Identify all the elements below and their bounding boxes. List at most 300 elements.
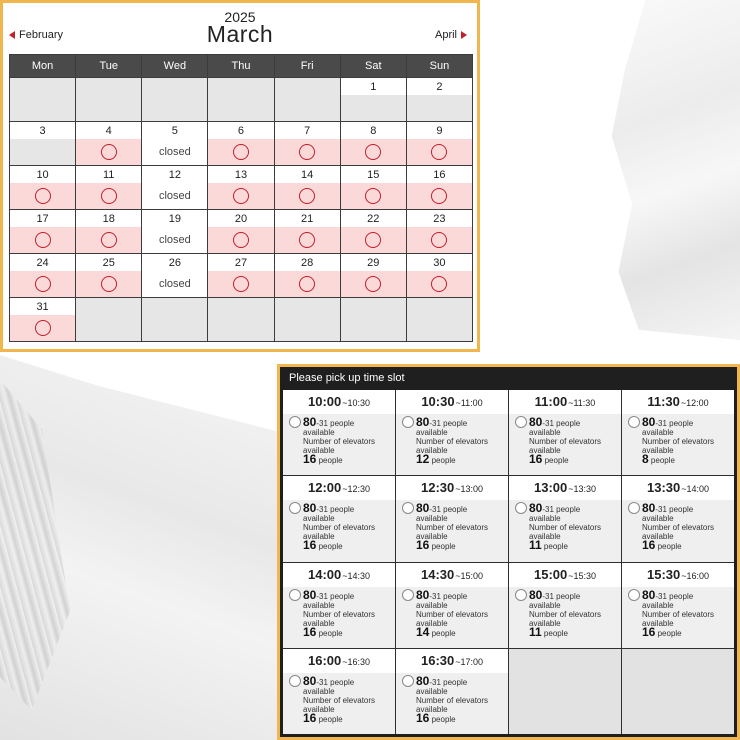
available-circle-icon xyxy=(35,276,51,292)
calendar-day-cell[interactable] xyxy=(407,166,472,209)
slot-people-label: people xyxy=(543,628,568,638)
calendar-day-cell[interactable] xyxy=(341,254,406,297)
slot-start-time: 11:30 xyxy=(647,394,680,409)
timeslot-card[interactable] xyxy=(396,563,508,648)
slot-start-time: 10:30 xyxy=(421,394,455,409)
timeslot-title xyxy=(396,390,508,414)
slot-available-label-2: available xyxy=(303,618,335,628)
slot-end-time: ~14:30 xyxy=(342,570,371,581)
day-number: 24 xyxy=(36,257,49,269)
timeslot-title xyxy=(622,390,734,414)
timeslot-title xyxy=(509,476,621,500)
slot-capacity: 80 xyxy=(416,501,430,516)
slot-available-label-2: available xyxy=(642,618,674,628)
available-circle-icon xyxy=(431,276,447,292)
timeslot-radio[interactable] xyxy=(289,416,301,428)
slot-elevators-label: Number of elevators xyxy=(416,437,489,446)
calendar-day-cell[interactable] xyxy=(10,254,75,297)
slot-elevators-label: Number of elevators xyxy=(303,437,376,446)
slot-elevator-count: 16 xyxy=(642,624,656,639)
timeslot-details xyxy=(283,673,395,724)
calendar-grid xyxy=(9,54,473,342)
timeslot-radio[interactable] xyxy=(289,502,301,514)
available-circle-icon xyxy=(299,144,315,160)
slot-available-label-2: available xyxy=(303,532,335,542)
slot-elevators-label: Number of elevators xyxy=(416,609,489,619)
availability-indicator[interactable] xyxy=(275,139,340,165)
slot-capacity-suffix: -31 people xyxy=(316,505,355,515)
arrow-left-icon xyxy=(9,31,15,39)
closed-label: closed xyxy=(142,139,207,165)
slot-people-label: people xyxy=(318,542,343,552)
available-circle-icon xyxy=(299,276,315,292)
slot-available-label: available xyxy=(642,514,674,524)
available-circle-icon xyxy=(233,276,249,292)
slot-people-label: people xyxy=(318,714,343,724)
slot-people-label: people xyxy=(544,456,569,465)
availability-indicator[interactable] xyxy=(76,139,141,165)
slot-available-label: available xyxy=(416,600,448,610)
slot-available-label: available xyxy=(529,514,561,524)
slot-elevators-label: Number of elevators xyxy=(416,523,489,533)
no-status xyxy=(10,139,75,165)
slot-people-label: people xyxy=(543,542,568,552)
slot-capacity: 80 xyxy=(303,501,317,516)
timeslot-title xyxy=(622,476,734,500)
timeslot-card[interactable] xyxy=(509,563,621,648)
timeslot-details xyxy=(396,500,508,551)
availability-indicator[interactable] xyxy=(208,271,273,297)
timeslot-title xyxy=(622,563,734,587)
available-circle-icon xyxy=(101,232,117,248)
day-number: 14 xyxy=(301,169,314,181)
day-number: 18 xyxy=(102,213,115,225)
timeslot-radio[interactable] xyxy=(515,416,527,428)
day-number: 22 xyxy=(367,213,380,225)
timeslot-radio[interactable] xyxy=(628,502,640,514)
calendar-day-cell[interactable] xyxy=(10,298,75,341)
day-number: 11 xyxy=(103,169,115,181)
slot-available-label: available xyxy=(529,600,561,610)
slot-people-label: people xyxy=(318,628,343,638)
slot-available-label-2: available xyxy=(303,704,335,714)
timeslot-empty-cell xyxy=(509,649,621,734)
slot-end-time: ~12:30 xyxy=(342,484,371,495)
calendar-day-cell[interactable] xyxy=(10,166,75,209)
calendar-empty-cell xyxy=(208,298,273,341)
slot-end-time: ~15:30 xyxy=(568,570,597,581)
availability-indicator[interactable] xyxy=(208,139,273,165)
timeslot-title xyxy=(283,563,395,587)
slot-available-label: available xyxy=(416,686,448,696)
slot-start-time: 11:00 xyxy=(534,394,568,409)
slot-start-time: 14:00 xyxy=(307,566,342,582)
timeslot-card[interactable] xyxy=(509,476,621,561)
day-number: 4 xyxy=(105,125,112,137)
calendar-day-cell[interactable] xyxy=(407,254,472,297)
day-number: 20 xyxy=(234,213,248,225)
closed-label: closed xyxy=(142,227,207,253)
day-number: 26 xyxy=(168,257,181,269)
timeslot-card[interactable] xyxy=(509,390,621,475)
slot-people-label: people xyxy=(431,628,456,638)
timeslot-card[interactable] xyxy=(396,649,508,734)
timeslot-radio[interactable] xyxy=(402,589,414,601)
day-number: 5 xyxy=(171,125,178,137)
calendar-month: March xyxy=(206,21,274,47)
weekday-header: Tue xyxy=(76,55,141,77)
day-number: 3 xyxy=(39,125,46,137)
slot-end-time: ~12:00 xyxy=(680,398,709,408)
weekday-header: Sat xyxy=(341,55,406,77)
slot-elevator-count: 16 xyxy=(416,538,430,553)
timeslot-details xyxy=(509,500,621,551)
slot-end-time: ~11:00 xyxy=(455,398,483,408)
available-circle-icon xyxy=(365,144,381,160)
calendar-day-cell[interactable] xyxy=(341,166,406,209)
slot-end-time: ~16:00 xyxy=(681,570,710,581)
slot-available-label-2: available xyxy=(642,532,674,542)
calendar-day-cell[interactable] xyxy=(407,210,472,253)
slot-start-time: 12:30 xyxy=(420,480,455,496)
slot-available-label-2: available xyxy=(529,618,561,628)
slot-elevator-count: 11 xyxy=(529,624,542,639)
next-month-link[interactable] xyxy=(435,29,467,41)
day-number: 28 xyxy=(301,257,314,269)
calendar-day-cell[interactable] xyxy=(341,210,406,253)
slot-available-label: available xyxy=(303,428,335,437)
slot-elevator-count: 16 xyxy=(529,452,543,466)
day-number: 31 xyxy=(36,301,49,313)
slot-available-label-2: available xyxy=(529,532,561,542)
calendar-day-cell xyxy=(10,122,75,165)
timeslot-radio[interactable] xyxy=(628,589,640,601)
calendar-empty-cell xyxy=(142,78,207,121)
calendar-day-cell[interactable] xyxy=(275,210,340,253)
availability-indicator[interactable] xyxy=(10,271,75,297)
slot-capacity: 80 xyxy=(642,587,656,602)
calendar-day-cell[interactable] xyxy=(275,166,340,209)
calendar-panel xyxy=(0,0,480,352)
slot-end-time: ~13:30 xyxy=(568,484,597,495)
availability-indicator[interactable] xyxy=(407,271,472,297)
timeslot-radio[interactable] xyxy=(289,675,301,687)
slot-capacity: 80 xyxy=(529,587,543,602)
timeslot-details xyxy=(283,587,395,638)
availability-indicator[interactable] xyxy=(407,227,472,253)
day-number: 12 xyxy=(168,169,181,181)
day-number: 2 xyxy=(436,81,443,93)
timeslot-title xyxy=(396,563,508,587)
calendar-day-cell[interactable] xyxy=(76,254,141,297)
slot-people-label: people xyxy=(657,628,682,638)
calendar-empty-cell xyxy=(407,298,472,341)
slot-capacity: 80 xyxy=(416,673,430,688)
slot-elevators-label: Number of elevators xyxy=(642,437,715,446)
slot-elevator-count: 16 xyxy=(303,624,317,639)
timeslot-details xyxy=(622,500,734,551)
timeslot-title xyxy=(509,563,621,587)
calendar-day-cell[interactable] xyxy=(275,122,340,165)
calendar-day-cell xyxy=(142,166,207,209)
slot-capacity-suffix: -31 people xyxy=(429,505,468,515)
slot-capacity-suffix: -31 people xyxy=(316,591,355,601)
timeslot-card[interactable] xyxy=(283,476,395,561)
timeslot-card[interactable] xyxy=(283,649,395,734)
slot-available-label-2: available xyxy=(416,532,448,542)
slot-available-label-2: available xyxy=(416,704,448,714)
slot-available-label: available xyxy=(303,686,335,696)
timeslot-details xyxy=(396,587,508,638)
weekday-header: Mon xyxy=(10,55,75,77)
slot-elevator-count: 11 xyxy=(529,538,542,553)
timeslot-card[interactable] xyxy=(622,476,734,561)
availability-indicator[interactable] xyxy=(407,183,472,209)
day-number: 15 xyxy=(367,169,380,181)
slot-start-time: 13:00 xyxy=(533,480,568,496)
slot-capacity: 80 xyxy=(529,415,543,429)
weekday-header: Fri xyxy=(275,55,340,77)
slot-start-time: 10:00 xyxy=(307,394,342,409)
calendar-day-cell[interactable] xyxy=(407,122,472,165)
timeslot-panel xyxy=(277,364,740,740)
slot-people-label: people xyxy=(318,456,343,465)
timeslot-header: Please pick up time slot xyxy=(289,372,405,384)
timeslot-details xyxy=(396,673,508,724)
slot-elevator-count: 16 xyxy=(303,538,317,553)
weekday-header: Sun xyxy=(407,55,472,77)
slot-elevators-label: Number of elevators xyxy=(416,695,489,705)
slot-capacity-suffix: -31 people xyxy=(655,591,694,601)
slot-elevators-label: Number of elevators xyxy=(303,695,376,705)
slot-elevator-count: 14 xyxy=(416,624,430,639)
slot-elevator-count: 8 xyxy=(642,452,649,466)
slot-start-time: 16:30 xyxy=(420,652,455,668)
day-number: 25 xyxy=(102,257,115,269)
slot-people-label: people xyxy=(431,542,456,552)
timeslot-details xyxy=(396,414,508,465)
availability-indicator[interactable] xyxy=(208,227,273,253)
availability-indicator[interactable] xyxy=(10,227,75,253)
slot-capacity-suffix: -31 people xyxy=(655,419,694,428)
timeslot-card[interactable] xyxy=(396,390,508,475)
prev-month-label: February xyxy=(19,29,64,41)
timeslot-title xyxy=(283,649,395,673)
calendar-day-cell[interactable] xyxy=(76,210,141,253)
availability-indicator[interactable] xyxy=(10,183,75,209)
available-circle-icon xyxy=(101,188,117,204)
availability-indicator[interactable] xyxy=(208,183,273,209)
slot-available-label: available xyxy=(642,600,674,610)
slot-capacity: 80 xyxy=(529,501,543,516)
slot-available-label: available xyxy=(642,428,674,437)
calendar-day-cell[interactable] xyxy=(208,166,273,209)
availability-indicator[interactable] xyxy=(76,227,141,253)
timeslot-title xyxy=(283,476,395,500)
slot-capacity: 80 xyxy=(303,415,317,429)
day-number: 19 xyxy=(168,213,181,225)
calendar-day-cell xyxy=(341,78,406,121)
timeslot-details xyxy=(509,414,621,465)
availability-indicator[interactable] xyxy=(275,271,340,297)
slot-end-time: ~11:30 xyxy=(568,398,596,408)
slot-elevator-count: 16 xyxy=(642,538,656,553)
slot-elevator-count: 16 xyxy=(303,452,317,466)
closed-label: closed xyxy=(142,183,207,209)
slot-end-time: ~15:00 xyxy=(455,570,484,581)
day-number: 8 xyxy=(370,125,377,137)
slot-start-time: 16:00 xyxy=(307,652,342,668)
slot-capacity: 80 xyxy=(416,415,430,429)
slot-available-label: available xyxy=(303,600,335,610)
calendar-empty-cell xyxy=(341,298,406,341)
available-circle-icon xyxy=(233,144,249,160)
prev-month-link[interactable] xyxy=(9,29,63,41)
available-circle-icon xyxy=(35,232,51,248)
slot-available-label-2: available xyxy=(416,618,448,628)
availability-indicator[interactable] xyxy=(275,227,340,253)
timeslot-card[interactable] xyxy=(283,390,395,475)
slot-elevator-count: 16 xyxy=(303,710,317,725)
available-circle-icon xyxy=(35,320,51,336)
weekday-header: Thu xyxy=(208,55,273,77)
day-number: 23 xyxy=(433,213,446,225)
calendar-day-cell[interactable] xyxy=(275,254,340,297)
available-circle-icon xyxy=(365,232,381,248)
slot-capacity: 80 xyxy=(642,415,656,429)
timeslot-radio[interactable] xyxy=(289,589,301,601)
calendar-empty-cell xyxy=(208,78,273,121)
slot-available-label-2: available xyxy=(529,446,561,455)
slot-elevators-label: Number of elevators xyxy=(642,523,715,533)
availability-indicator[interactable] xyxy=(76,183,141,209)
slot-end-time: ~10:30 xyxy=(342,398,371,408)
timeslot-radio[interactable] xyxy=(402,675,414,687)
calendar-day-cell[interactable] xyxy=(76,122,141,165)
arrow-right-icon xyxy=(461,31,467,39)
calendar-empty-cell xyxy=(275,78,340,121)
slot-start-time: 15:00 xyxy=(533,566,568,582)
slot-capacity-suffix: -31 people xyxy=(429,591,468,601)
slot-available-label: available xyxy=(416,428,448,437)
availability-indicator[interactable] xyxy=(275,183,340,209)
calendar-empty-cell xyxy=(275,298,340,341)
day-number: 13 xyxy=(234,169,248,181)
calendar-day-cell xyxy=(142,122,207,165)
day-number: 21 xyxy=(301,213,314,225)
available-circle-icon xyxy=(431,144,447,160)
day-number: 30 xyxy=(433,257,446,269)
slot-capacity-suffix: -31 people xyxy=(542,419,581,428)
timeslot-radio[interactable] xyxy=(515,502,527,514)
availability-indicator[interactable] xyxy=(341,183,406,209)
slot-capacity: 80 xyxy=(303,587,317,602)
available-circle-icon xyxy=(233,188,249,204)
slot-capacity-suffix: -31 people xyxy=(316,419,355,428)
calendar-day-cell[interactable] xyxy=(208,254,273,297)
timeslot-details xyxy=(622,414,734,465)
availability-indicator[interactable] xyxy=(341,227,406,253)
timeslot-title xyxy=(396,649,508,673)
timeslot-radio[interactable] xyxy=(402,416,414,428)
slot-people-label: people xyxy=(431,714,456,724)
timeslot-details xyxy=(509,587,621,638)
available-circle-icon xyxy=(35,188,51,204)
slot-capacity-suffix: -31 people xyxy=(542,591,581,601)
closed-label: closed xyxy=(142,271,207,297)
availability-indicator[interactable] xyxy=(407,139,472,165)
timeslot-card[interactable] xyxy=(283,563,395,648)
timeslot-radio[interactable] xyxy=(402,502,414,514)
day-number: 1 xyxy=(370,81,377,93)
slot-people-label: people xyxy=(431,456,456,465)
slot-available-label-2: available xyxy=(303,446,335,455)
calendar-day-cell[interactable] xyxy=(208,210,273,253)
slot-end-time: ~17:00 xyxy=(455,656,484,667)
slot-available-label-2: available xyxy=(416,446,448,455)
timeslot-radio[interactable] xyxy=(515,589,527,601)
slot-capacity: 80 xyxy=(416,587,430,602)
calendar-day-cell[interactable] xyxy=(341,122,406,165)
available-circle-icon xyxy=(101,144,117,160)
slot-capacity-suffix: -31 people xyxy=(316,677,355,687)
timeslot-radio[interactable] xyxy=(628,416,640,428)
background-decoration-right xyxy=(605,0,740,340)
calendar-day-cell[interactable] xyxy=(10,210,75,253)
slot-available-label: available xyxy=(416,514,448,524)
slot-start-time: 12:00 xyxy=(307,480,342,496)
timeslot-title xyxy=(396,476,508,500)
calendar-empty-cell xyxy=(76,78,141,121)
timeslot-card[interactable] xyxy=(396,476,508,561)
timeslot-card[interactable] xyxy=(622,563,734,648)
timeslot-card[interactable] xyxy=(622,390,734,475)
slot-available-label-2: available xyxy=(642,446,674,455)
calendar-day-cell[interactable] xyxy=(208,122,273,165)
day-number: 29 xyxy=(367,257,380,269)
day-number: 7 xyxy=(304,125,311,137)
slot-capacity-suffix: -31 people xyxy=(429,419,468,428)
slot-capacity-suffix: -31 people xyxy=(429,677,468,687)
day-number: 9 xyxy=(436,125,443,137)
timeslot-title xyxy=(283,390,395,414)
weekday-header: Wed xyxy=(142,55,207,77)
timeslot-details xyxy=(622,587,734,638)
day-number: 16 xyxy=(433,169,446,181)
calendar-day-cell xyxy=(142,210,207,253)
day-number: 6 xyxy=(237,125,245,137)
timeslot-empty-cell xyxy=(622,649,734,734)
slot-start-time: 13:30 xyxy=(646,480,681,496)
calendar-day-cell[interactable] xyxy=(76,166,141,209)
availability-indicator[interactable] xyxy=(10,315,75,341)
calendar-day-cell xyxy=(142,254,207,297)
availability-indicator[interactable] xyxy=(341,139,406,165)
no-status xyxy=(341,95,406,121)
available-circle-icon xyxy=(431,232,447,248)
slot-people-label: people xyxy=(650,456,675,465)
slot-end-time: ~16:30 xyxy=(342,656,371,667)
timeslot-title xyxy=(509,390,621,414)
available-circle-icon xyxy=(431,188,447,204)
slot-end-time: ~14:00 xyxy=(681,484,710,495)
available-circle-icon xyxy=(101,276,117,292)
slot-people-label: people xyxy=(657,542,682,552)
slot-elevators-label: Number of elevators xyxy=(529,523,602,533)
calendar-empty-cell xyxy=(10,78,75,121)
availability-indicator[interactable] xyxy=(341,271,406,297)
availability-indicator[interactable] xyxy=(76,271,141,297)
